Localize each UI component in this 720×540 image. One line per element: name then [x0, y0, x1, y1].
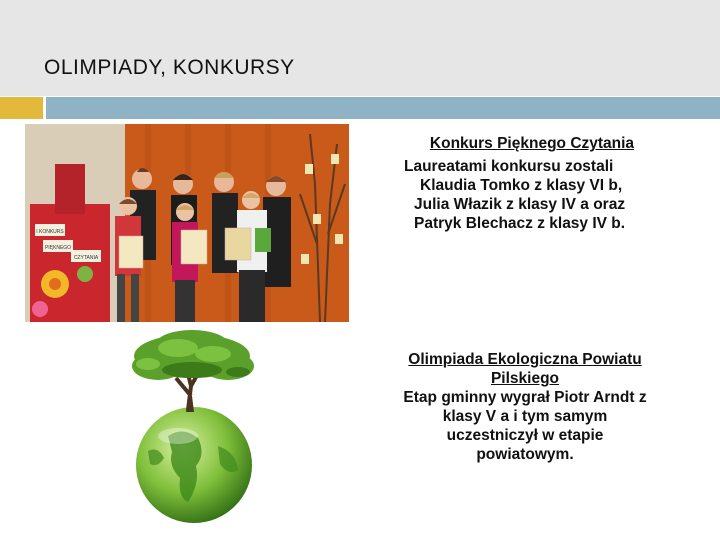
award-ceremony-photo [25, 124, 349, 322]
olympiad-heading-line: Olimpiada Ekologiczna Powiatu [408, 351, 642, 368]
contest-line: Julia Włazik z klasy IV a oraz [414, 196, 626, 213]
eco-globe-tree-image [88, 326, 303, 525]
contest-line: Klaudia Tomko z klasy VI b, [420, 177, 623, 194]
olympiad-line: uczestniczył w etapie [446, 427, 604, 444]
globe-tree-icon [88, 326, 303, 525]
contest-line: Laureatami konkursu zostali [404, 158, 614, 175]
olympiad-text-block [375, 350, 675, 464]
contest-text-block [382, 134, 682, 233]
contest-line: Patryk Blechacz z klasy IV b. [414, 215, 626, 232]
board-label-1: I KONKURS [36, 229, 64, 235]
olympiad-line: klasy V a i tym samym [442, 408, 608, 425]
slide-title: OLIMPIADY, KONKURSY [44, 56, 295, 79]
slide-header [0, 0, 720, 96]
contest-heading: Konkurs Pięknego Czytania [429, 135, 635, 152]
accent-bar-gold [0, 97, 43, 119]
olympiad-line: Etap gminny wygrał Piotr Arndt z [403, 389, 647, 406]
board-label-3: CZYTANIA [73, 255, 99, 261]
olympiad-line: powiatowym. [476, 446, 574, 463]
olympiad-heading-line: Pilskiego [490, 370, 560, 387]
board-label-2: PIĘKNEGO [44, 245, 72, 251]
award-ceremony-illustration [25, 124, 349, 322]
accent-bar-blue [46, 97, 720, 119]
